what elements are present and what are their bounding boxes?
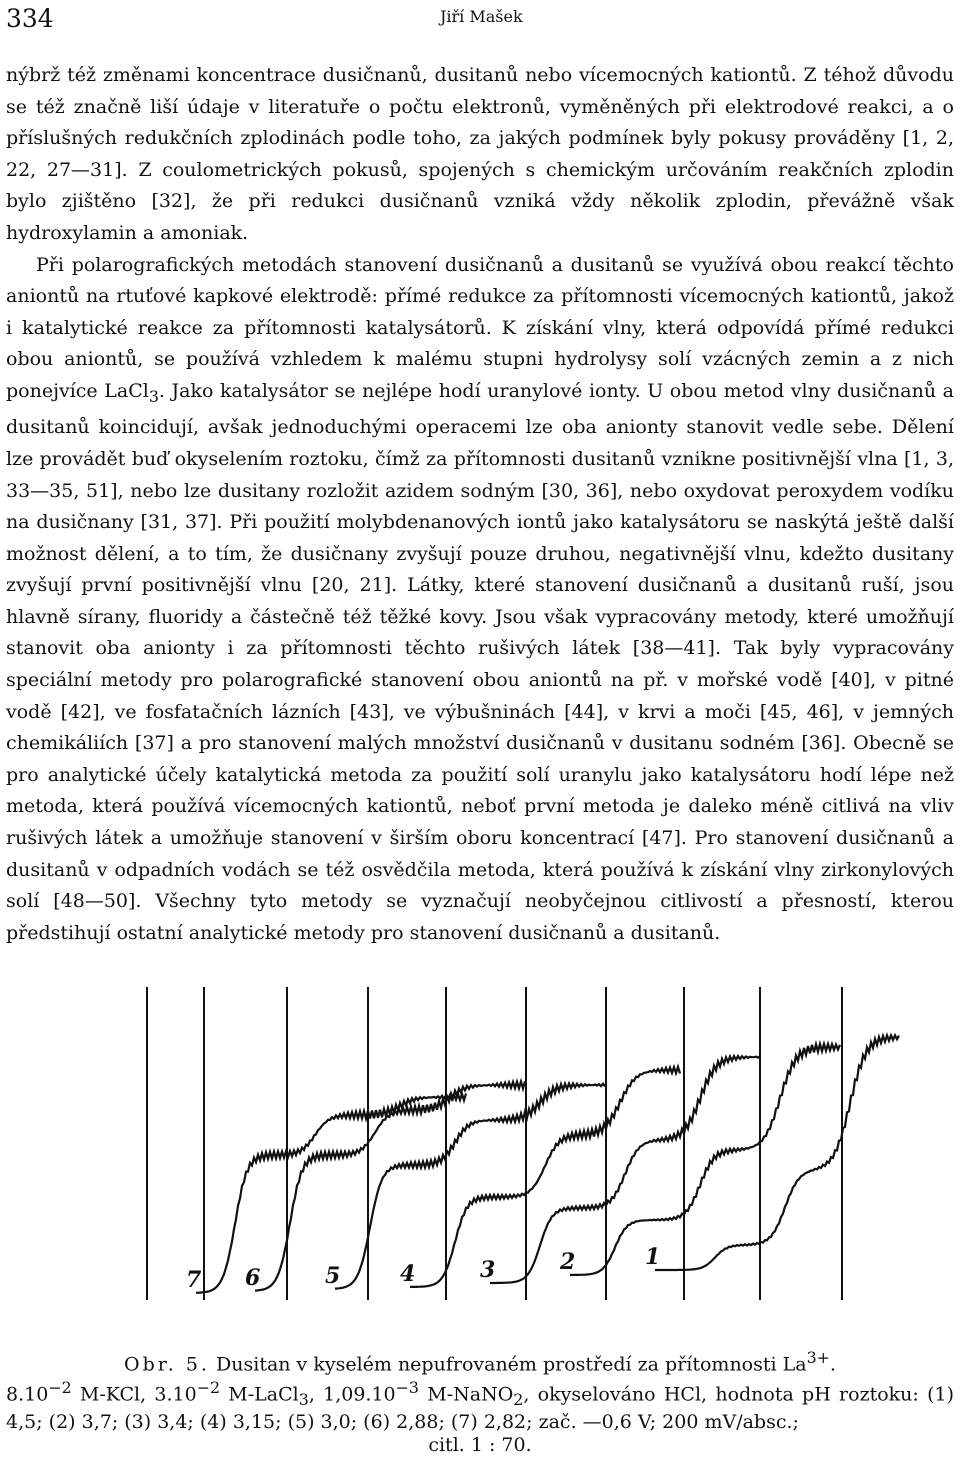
caption-title-superscript: 3+ (806, 1348, 830, 1367)
curve-label-1: 1 (645, 1244, 661, 1270)
caption-body-b: M-KCl, 3.10 (71, 1383, 197, 1406)
caption-title-line (6, 1346, 954, 1376)
paragraph-1: nýbrž též změnami koncentrace dusičnanů, dusitanů nebo vícemocných kationtů. Z téhož důvodu se též značně liší údaje v literatuře o počtu elektronů, vyměněných při elektrodové reakci, a o příslušných redukčních zplodinách podle toho, za jakých podmínek byly pokusy prováděny [1, 2, 22, 27—31]. Z coulometrických pokusů, spojených s chemickým určováním reakčních zplodin bylo zjištěno [32], že při redukci dusičnanů vzniká vždy několik zplodin, převážně však hydroxylamin a amoniak. (6, 64, 954, 244)
running-head-author: Jiří Mašek (440, 7, 523, 26)
curve-label-3: 3 (480, 1257, 496, 1283)
caption-body-e: M-NaNO (418, 1383, 514, 1406)
figure-caption (6, 1346, 954, 1457)
paragraph-2-subscript: 3 (148, 386, 159, 406)
curve-label-6: 6 (245, 1265, 261, 1291)
curve-label-2: 2 (560, 1249, 576, 1275)
polarographic-curve-3 (490, 1056, 760, 1283)
caption-body-d: , 1,09.10 (308, 1383, 396, 1406)
paragraph-2-part-2: . Jako katalysátor se nejlépe hodí uranylové ionty. U obou metod vlny dusičnanů a dusitanů koincidují, avšak jednoduchými operacemi lze oba anionty stanovit vedle sebe. Dělení lze provádět buď okyselením roztoku, čímž za přítomnosti dusitanů vznikne positivnější vlna [1, 3, 33—35, 51], nebo lze dusitany rozložit azidem sodným [30, 36], nebo oxydovat peroxydem vodíku na dusičnany [31, 37]. Při použití molybdenanových iontů jako katalysátoru se naskýtá ještě další možnost dělení, a to tím, že dusičnany zvyšují pouze druhou, negativnější vlnu, kdežto dusitany zvyšují první positivnější vlnu [20, 21]. Látky, které stanovení dusičnanů a dusitanů ruší, jsou hlavně sírany, fluoridy a částečně též těžké kovy. Jsou však vypracovány metody, které umožňují stanovit oba anionty i za přítomnosti těchto rušivých látek [38—41]. Tak byly vypracovány speciální metody pro polarografické stanovení obou aniontů na př. v mořské vodě [40], v pitné vodě [42], ve fosfatačních lázních [43], ve výbušninách [44], v krvi a moči [45, 46], v jemných chemikáliích [37] a pro stanovení malých množství dusičnanů v dusitanu sodném [36]. Obecně se pro analytické účely katalytická metoda za použití solí uranylu jako katalysátoru hodí lépe než metoda, která používá vícemocných kationtů, neboť první metoda je daleko méně citlivá na vliv rušivých látek a umožňuje stanovení v širším oboru koncentrací [47]. Pro stanovení dusičnanů a dusitanů v odpadních vodách se též osvědčila metoda, která používá k získání vlny zirkonylových solí [48—50]. Všechny tyto metody se vyznačují neobyčejnou citlivostí a přesností, kterou předstihují ostatní analytické metody pro stanovení dusičnanů a dusitanů. (6, 379, 954, 944)
caption-body-a: 8.10 (6, 1383, 49, 1406)
curve-label-5: 5 (325, 1263, 341, 1289)
caption-body-d-sup: −3 (395, 1378, 419, 1398)
polarogram-svg (0, 975, 960, 1310)
caption-body-c: M-LaCl (220, 1383, 299, 1406)
caption-body-e-sub: 2 (513, 1390, 524, 1410)
caption-body-f: , okyselováno HCl, hodnota pH roztoku: (1) 4,5; (2) 3,7; (3) 3,4; (4) 3,15; (5) 3,0; (6) 2,88; (7) 2,82; zač. —0,6 V; 200 mV/absc.; (6, 1383, 954, 1434)
curve-label-7: 7 (186, 1267, 202, 1293)
caption-title: Dusitan v kyselém nepufrovaném prostředí za přítomnosti La (216, 1353, 807, 1376)
curve-label-4: 4 (400, 1261, 416, 1287)
polarographic-curve-1 (655, 1035, 899, 1270)
caption-sensitivity: citl. 1 : 70. (428, 1434, 532, 1457)
polarogram-figure (0, 975, 960, 1310)
page-number: 334 (6, 4, 54, 33)
body-text (6, 60, 954, 949)
page-header (0, 0, 960, 40)
caption-body-b-sup: −2 (196, 1378, 221, 1398)
caption-title-end: . (829, 1353, 836, 1376)
paragraph-2 (6, 250, 954, 950)
caption-label: Obr. 5. (124, 1353, 210, 1376)
caption-body-c-sub: 3 (298, 1390, 309, 1410)
caption-body (6, 1376, 954, 1434)
caption-body-a-sup: −2 (48, 1378, 72, 1398)
paragraph-2-part-1: Při polarografických metodách stanovení dusičnanů a dusitanů se využívá obou reakcí těchto aniontů na rtuťové kapkové elektrodě: přímé redukce za přítomnosti vícemocných kationtů, jakož i katalytické reakce za přítomnosti katalysátorů. K získání vlny, která odpovídá přímé redukci obou aniontů, se používá vzhledem k malému stupni hydrolysy solí vzácných zemin a z nich ponejvíce LaCl (6, 253, 954, 402)
polarographic-curve-2 (570, 1044, 840, 1275)
